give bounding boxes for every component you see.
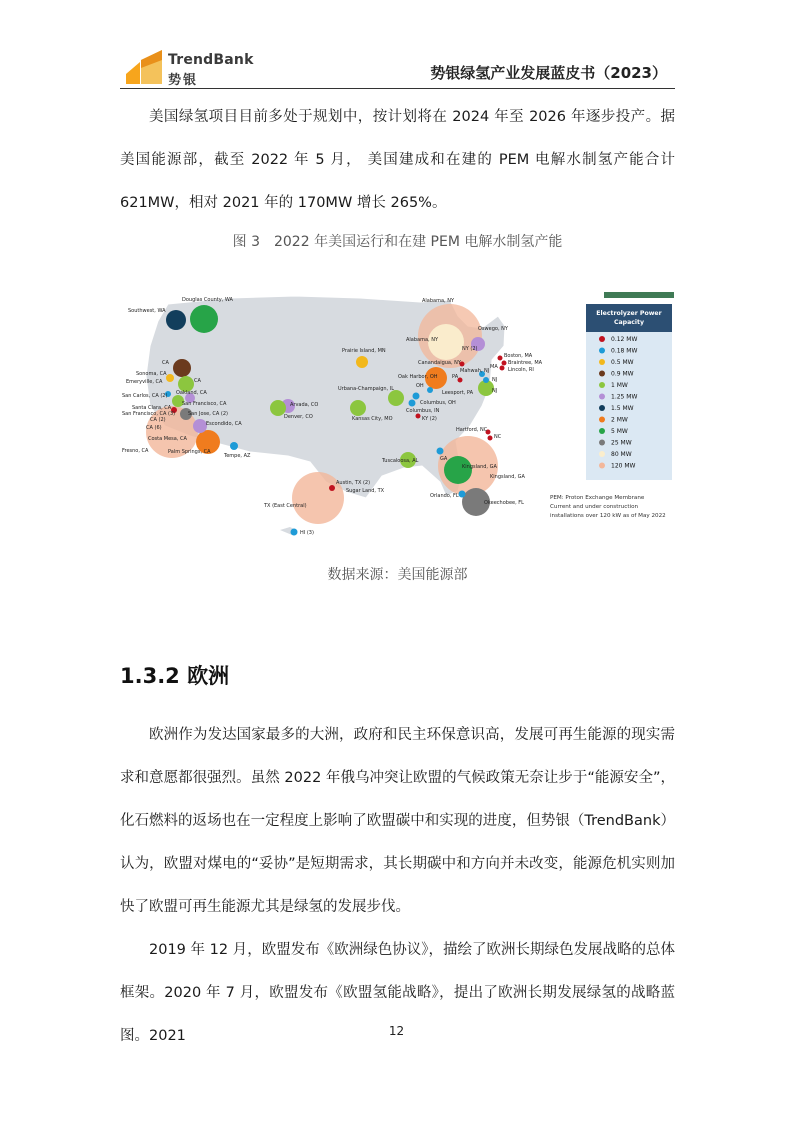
label-costamesa: Costa Mesa, CA xyxy=(148,436,187,442)
figure-source: 数据来源：美国能源部 xyxy=(327,567,468,583)
legend-label-11: 120 MW xyxy=(611,462,636,470)
label-ga: GA xyxy=(440,456,448,462)
bubble-austin xyxy=(329,485,335,491)
legend-label-10: 80 MW xyxy=(611,451,632,458)
us-pem-capacity-map xyxy=(120,286,676,544)
legend-top-bar xyxy=(604,292,674,298)
legend-label-1: 0.18 MW xyxy=(611,347,638,355)
label-okeechobee: Okeechobee, FL xyxy=(484,500,524,506)
section-title: 1.3.2 欧洲 xyxy=(120,664,230,688)
bubble-douglas-county xyxy=(190,305,218,333)
label-urbana: Urbana-Champaign, IL xyxy=(338,386,394,392)
legend-swatch-3 xyxy=(599,371,605,377)
label-ca-2: CA (2) xyxy=(150,417,166,423)
legend-swatch-7 xyxy=(599,417,605,423)
legend-label-0: 0.12 MW xyxy=(611,336,638,343)
legend-label-6: 1.5 MW xyxy=(611,405,634,412)
legend-label-3: 0.9 MW xyxy=(611,370,634,378)
label-columbus-oh: Columbus, OH xyxy=(420,400,456,406)
label-ky: KY (2) xyxy=(422,416,437,422)
label-oakland: Oakland, CA xyxy=(176,390,207,396)
legend-swatch-6 xyxy=(599,405,605,411)
label-emeryville: Emeryville, CA xyxy=(126,379,163,385)
bubble-kansas-city xyxy=(350,400,366,416)
bubble-hi xyxy=(291,529,298,536)
note-line3: installations over 120 kW as of May 2022 xyxy=(550,513,666,519)
label-ma: MA xyxy=(490,364,498,370)
bubble-orlando xyxy=(459,491,466,498)
legend-title-line1: Electrolyzer Power xyxy=(596,310,662,317)
bubble-kingsland xyxy=(444,456,472,484)
label-oh: OH xyxy=(416,383,424,389)
bubble-nc xyxy=(488,436,493,441)
label-sugarland: Sugar Land, TX xyxy=(346,488,385,494)
legend-swatch-11 xyxy=(599,463,605,469)
bubble-ga xyxy=(437,448,444,455)
logo-mark-icon xyxy=(126,50,162,84)
label-pa: PA xyxy=(452,374,459,380)
paragraph-europe-overview: 欧洲作为发达国家最多的大洲，政府和民主环保意识高，发展可再生能源的现实需求和意愿都很强烈。虽然 2022 年俄乌冲突让欧盟的气候政策无奈让步于“能源安全”，化石燃料的返场也在一定程度上影响了欧盟碳中和实现的进度，但势银（TrendBank）认为，欧盟对煤电的“妥协”是短期需求，其长期碳中和方向并未改变，能源危机实则加快了欧盟可再生能源尤其是绿氢的发展步伐。 xyxy=(120,727,675,915)
legend-swatch-0 xyxy=(599,336,605,342)
bubble-lincoln xyxy=(500,366,505,371)
label-southwest: Southwest, WA xyxy=(128,308,166,314)
bubble-emeryville xyxy=(166,374,174,382)
legend-swatch-10 xyxy=(599,451,605,457)
bubble-boston xyxy=(498,356,503,361)
label-tx-east: TX (East Central) xyxy=(264,503,307,509)
bubble-ky xyxy=(416,414,421,419)
bubble-escondido xyxy=(193,419,207,433)
label-santaclara: Santa Clara, CA xyxy=(132,405,172,411)
legend-swatch-2 xyxy=(599,359,605,365)
label-alabama2: Alabama, NY xyxy=(406,337,439,343)
label-oakharbor: Oak Harbor, OH xyxy=(398,374,438,380)
logo-text-cn: 势银 xyxy=(168,73,199,88)
label-sanfrancisco3: San Francisco, CA (3) xyxy=(122,411,176,417)
label-kingsland1: Kingsland, GA xyxy=(462,464,497,470)
label-ca2: CA xyxy=(194,378,201,384)
bubble-nj xyxy=(483,377,489,383)
label-kingsland2: Kingsland, GA xyxy=(490,474,525,480)
bubble-prairie-island xyxy=(356,356,368,368)
label-sanfrancisco: San Francisco, CA xyxy=(182,401,227,407)
legend-label-5: 1.25 MW xyxy=(611,393,638,401)
bubble-tempe xyxy=(230,442,238,450)
bubble-columbus-in xyxy=(409,400,416,407)
label-hartford: Hartford, NC xyxy=(456,427,488,433)
report-title: 势银绿氢产业发展蓝皮书（2023） xyxy=(430,64,667,82)
paragraph-eu-strategy: 2019 年 12 月，欧盟发布《欧洲绿色协议》，描绘了欧洲长期绿色发展战略的总体框架。2020 年 7 月，欧盟发布《欧盟氢能战略》，提出了欧洲长期发展绿氢的战略蓝图。2021 xyxy=(120,942,675,1044)
label-boston: Boston, MA xyxy=(504,353,533,359)
label-tempe: Tempe, AZ xyxy=(224,453,251,459)
label-columbus-in: Columbus, IN xyxy=(406,408,440,414)
label-douglas: Douglas County, WA xyxy=(182,297,233,303)
label-escondido: Escondido, CA xyxy=(206,421,242,427)
label-sancarlos: San Carlos, CA (2) xyxy=(122,393,168,399)
figure-caption: 图 3 2022 年美国运行和在建 PEM 电解水制氢产能 xyxy=(232,234,563,250)
legend-swatch-4 xyxy=(599,382,605,388)
label-austin: Austin, TX (2) xyxy=(336,480,371,486)
bubble-oh xyxy=(427,387,433,393)
trendbank-logo xyxy=(126,48,266,86)
label-prairie: Prairie Island, MN xyxy=(342,348,386,354)
label-nj2: NJ xyxy=(492,388,498,394)
label-nc: NC xyxy=(494,434,502,440)
legend-label-4: 1 MW xyxy=(611,382,628,389)
note-line2: Current and under construction xyxy=(550,504,639,510)
label-lincoln: Lincoln, RI xyxy=(508,367,534,373)
bubble-columbus-oh xyxy=(413,393,420,400)
note-line1: PEM: Proton Exchange Membrane xyxy=(550,495,645,501)
label-sanjose: San Jose, CA (2) xyxy=(188,411,228,417)
label-oswego: Oswego, NY xyxy=(478,326,508,332)
label-fresno: Fresno, CA xyxy=(122,448,149,454)
label-canandaigua: Canandaigua, NY xyxy=(418,360,461,366)
label-orlando: Orlando, FL xyxy=(430,493,459,499)
legend-swatch-8 xyxy=(599,428,605,434)
logo-text-en: TrendBank xyxy=(168,52,254,68)
bubble-urbana xyxy=(388,390,404,406)
legend-box xyxy=(586,304,672,480)
label-tuscaloosa: Tuscaloosa, AL xyxy=(382,458,419,464)
legend-label-2: 0.5 MW xyxy=(611,359,634,366)
legend-swatch-1 xyxy=(599,348,605,354)
label-alabama1: Alabama, NY xyxy=(422,298,455,304)
label-mahwah: Mahwah, NJ xyxy=(460,368,490,374)
bubble-braintree xyxy=(502,361,507,366)
label-denver: Denver, CO xyxy=(284,414,313,420)
bubble-ca-brown xyxy=(173,359,191,377)
bubble-pa xyxy=(458,378,463,383)
label-braintree: Braintree, MA xyxy=(508,360,543,366)
page-number: 12 xyxy=(388,1024,405,1038)
label-hi: HI (3) xyxy=(300,530,314,536)
legend-label-9: 25 MW xyxy=(611,439,632,447)
paragraph-us-hydrogen: 美国绿氢项目目前多处于规划中，按计划将在 2024 年至 2026 年逐步投产。据美国能源部，截至 2022 年 5 月， 美国建成和在建的 PEM 电解水制氢产能合计 621MW，相对 2021 年的 170MW 增长 265%。 xyxy=(120,109,675,211)
legend-label-7: 2 MW xyxy=(611,416,628,424)
label-nj1: NJ xyxy=(492,377,498,383)
legend-swatch-5 xyxy=(599,394,605,400)
page-header xyxy=(120,44,675,89)
label-ny2: NY (2) xyxy=(462,346,478,352)
legend-swatch-9 xyxy=(599,440,605,446)
label-arvada: Arvada, CO xyxy=(290,402,319,408)
label-leesport: Leesport, PA xyxy=(442,390,473,396)
label-ca1: CA xyxy=(162,360,169,366)
label-sonoma: Sonoma, CA xyxy=(136,371,167,377)
legend-label-8: 5 MW xyxy=(611,428,628,435)
label-ca-6: CA (6) xyxy=(146,425,162,431)
legend-title-line2: Capacity xyxy=(613,319,645,326)
bubble-southwest-wa xyxy=(166,310,186,330)
label-palmsprings: Palm Springs, CA xyxy=(168,449,211,455)
label-kansas: Kansas City, MO xyxy=(352,416,393,422)
